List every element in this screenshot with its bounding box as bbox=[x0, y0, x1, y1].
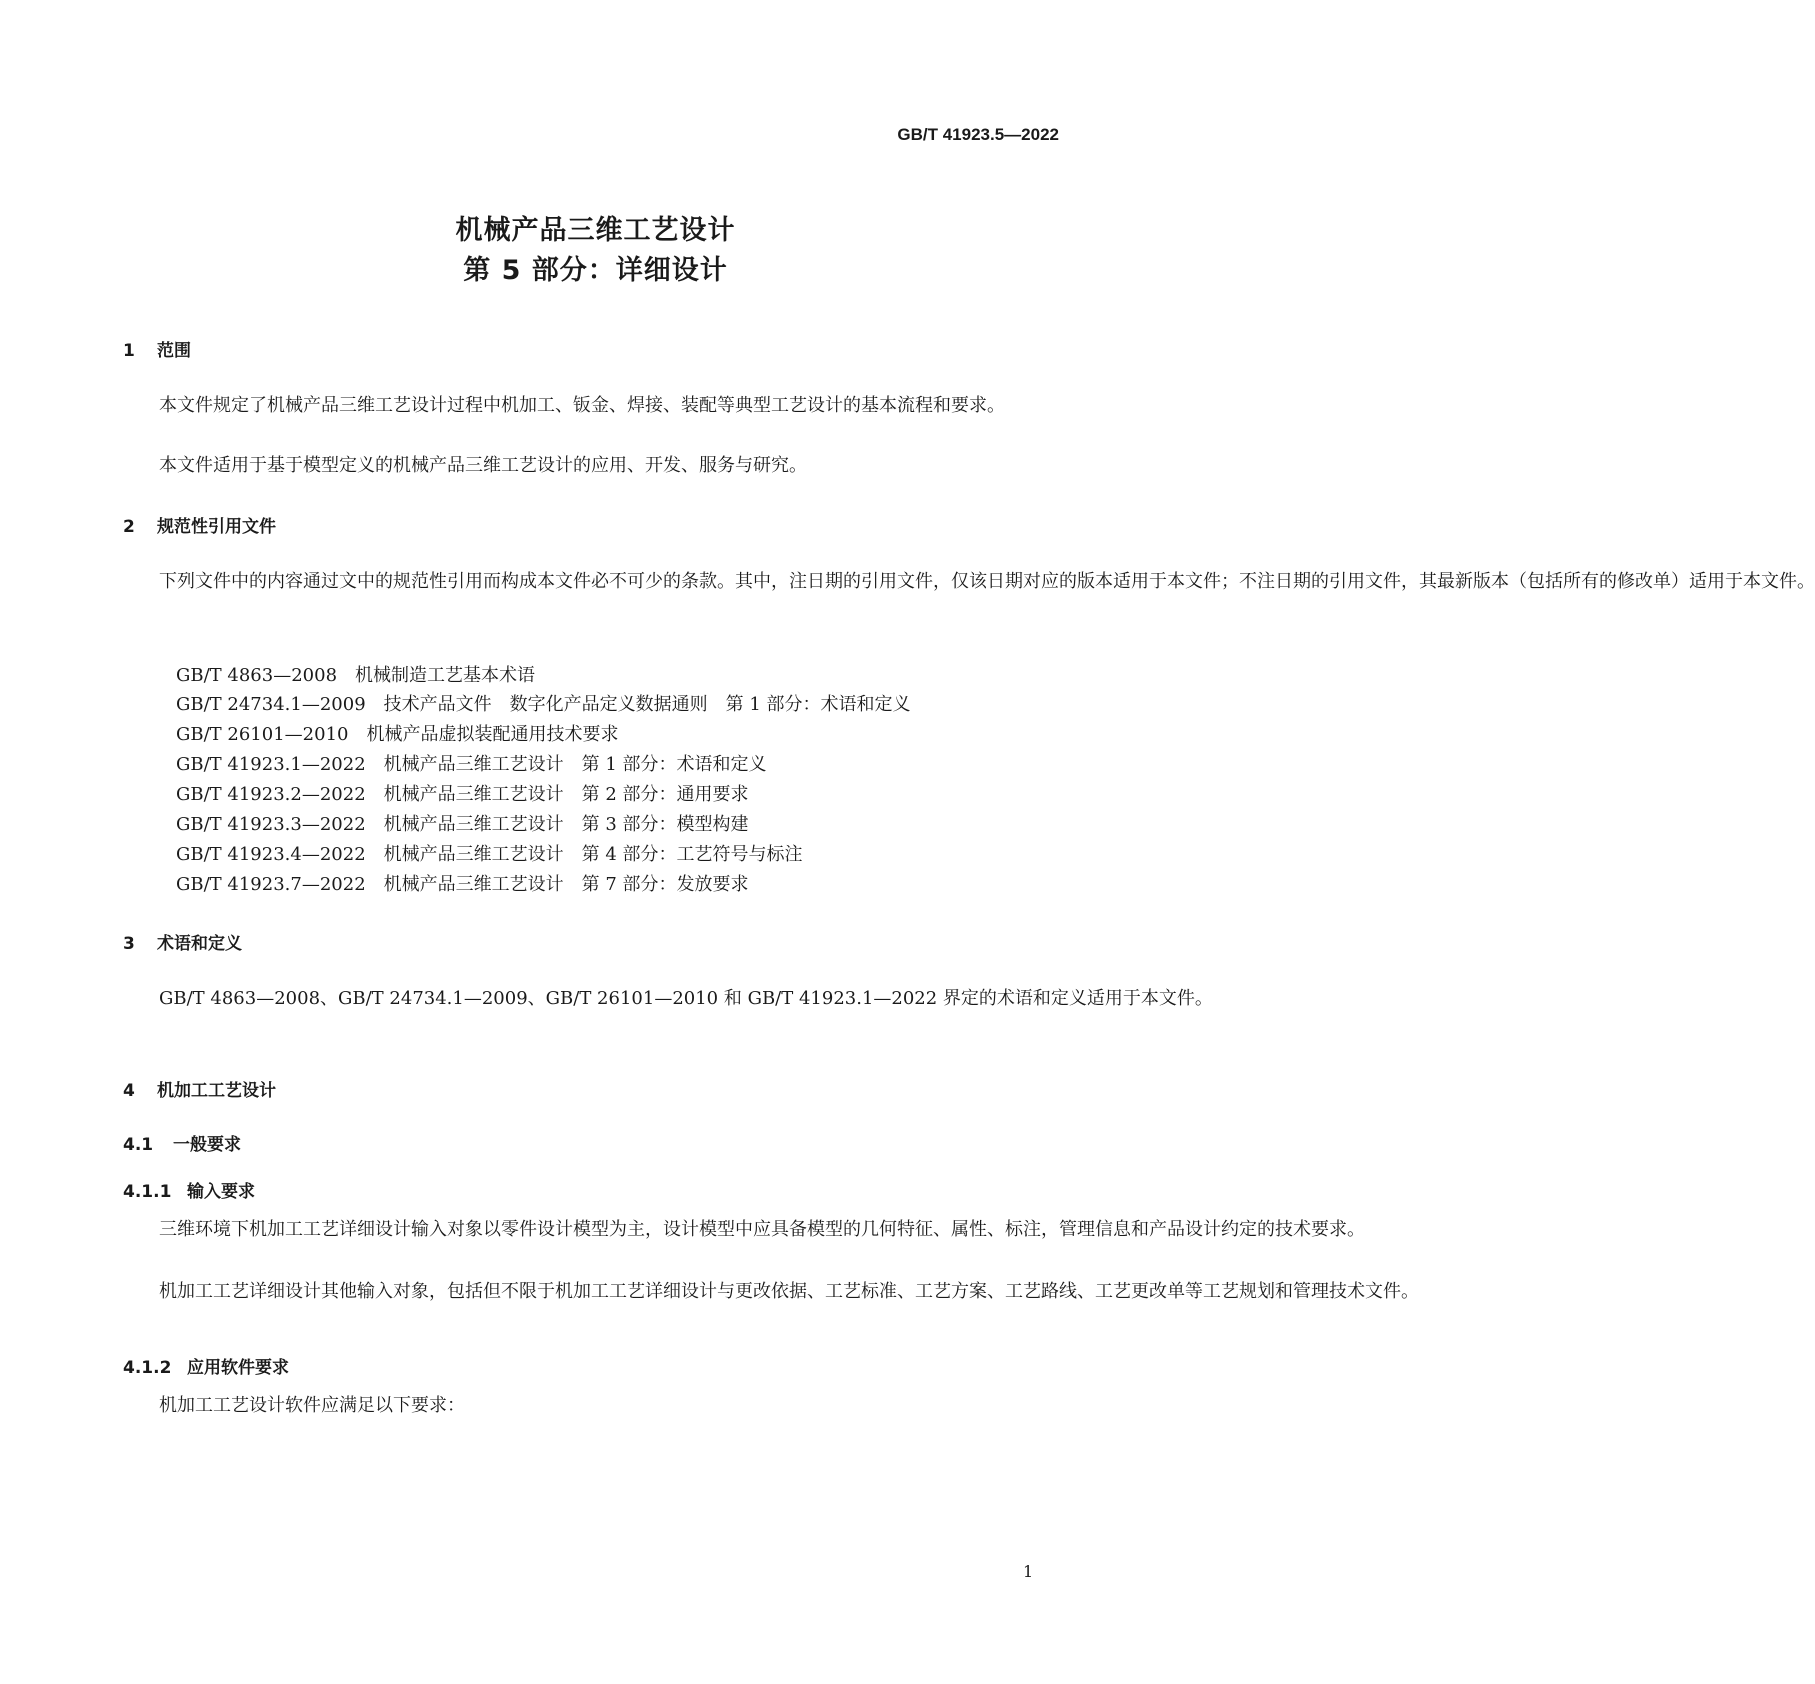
page-number: 1 bbox=[1023, 1562, 1034, 1581]
document-number: GB/T 41923.5—2022 bbox=[897, 125, 1059, 144]
section-number: 4.1 bbox=[123, 1135, 154, 1155]
section-title: 规范性引用文件 bbox=[157, 517, 276, 537]
section-4-heading bbox=[123, 1076, 276, 1101]
reference-item: GB/T 41923.7—2022 机械产品三维工艺设计 第 7 部分：发放要求 bbox=[176, 874, 749, 895]
section-title: 输入要求 bbox=[187, 1182, 255, 1202]
reference-item: GB/T 41923.2—2022 机械产品三维工艺设计 第 2 部分：通用要求 bbox=[176, 784, 749, 805]
reference-item: GB/T 41923.3—2022 机械产品三维工艺设计 第 3 部分：模型构建 bbox=[176, 814, 749, 835]
section-title: 应用软件要求 bbox=[187, 1358, 289, 1378]
section-4-1-heading bbox=[123, 1130, 241, 1155]
reference-item: GB/T 26101—2010 机械产品虚拟装配通用技术要求 bbox=[176, 724, 619, 745]
reference-item: GB/T 24734.1—2009 技术产品文件 数字化产品定义数据通则 第 1 部分：术语和定义 bbox=[176, 694, 911, 715]
section-2-paragraph-1: 下列文件中的内容通过文中的规范性引用而构成本文件必不可少的条款。其中，注日期的引用文件，仅该日期对应的版本适用于本文件；不注日期的引用文件，其最新版本（包括所有的修改单）适用于本文件。 bbox=[159, 571, 1815, 592]
section-1-paragraph-1: 本文件规定了机械产品三维工艺设计过程中机加工、钣金、焊接、装配等典型工艺设计的基本流程和要求。 bbox=[159, 395, 1005, 416]
document-title-line2: 第 5 部分：详细设计 bbox=[463, 255, 728, 286]
section-4-1-1-heading bbox=[123, 1177, 255, 1202]
section-4-1-1-paragraph-1: 三维环境下机加工工艺详细设计输入对象以零件设计模型为主，设计模型中应具备模型的几何特征、属性、标注，管理信息和产品设计约定的技术要求。 bbox=[159, 1219, 1365, 1240]
reference-item: GB/T 41923.1—2022 机械产品三维工艺设计 第 1 部分：术语和定义 bbox=[176, 754, 767, 775]
section-4-1-1-paragraph-2: 机加工工艺详细设计其他输入对象，包括但不限于机加工工艺详细设计与更改依据、工艺标准、工艺方案、工艺路线、工艺更改单等工艺规划和管理技术文件。 bbox=[159, 1281, 1419, 1302]
section-title: 机加工工艺设计 bbox=[157, 1081, 276, 1101]
section-number: 4 bbox=[123, 1081, 135, 1101]
section-3-heading bbox=[123, 929, 242, 954]
document-title-line1: 机械产品三维工艺设计 bbox=[455, 215, 736, 246]
section-1-heading bbox=[123, 336, 191, 361]
section-2-heading bbox=[123, 512, 276, 537]
reference-item: GB/T 41923.4—2022 机械产品三维工艺设计 第 4 部分：工艺符号与标注 bbox=[176, 844, 803, 865]
section-title: 范围 bbox=[157, 341, 191, 361]
section-title: 术语和定义 bbox=[157, 934, 242, 954]
section-4-1-2-heading bbox=[123, 1353, 289, 1378]
reference-item: GB/T 4863—2008 机械制造工艺基本术语 bbox=[176, 665, 536, 686]
section-number: 4.1.1 bbox=[123, 1182, 172, 1202]
section-number: 4.1.2 bbox=[123, 1358, 172, 1378]
section-number: 2 bbox=[123, 517, 135, 537]
section-1-paragraph-2: 本文件适用于基于模型定义的机械产品三维工艺设计的应用、开发、服务与研究。 bbox=[159, 455, 807, 476]
section-number: 3 bbox=[123, 934, 135, 954]
section-3-paragraph-1: GB/T 4863—2008、GB/T 24734.1—2009、GB/T 26101—2010 和 GB/T 41923.1—2022 界定的术语和定义适用于本文件。 bbox=[159, 988, 1213, 1009]
section-number: 1 bbox=[123, 341, 135, 361]
section-4-1-2-paragraph-1: 机加工工艺设计软件应满足以下要求： bbox=[159, 1395, 465, 1416]
section-title: 一般要求 bbox=[173, 1135, 241, 1155]
